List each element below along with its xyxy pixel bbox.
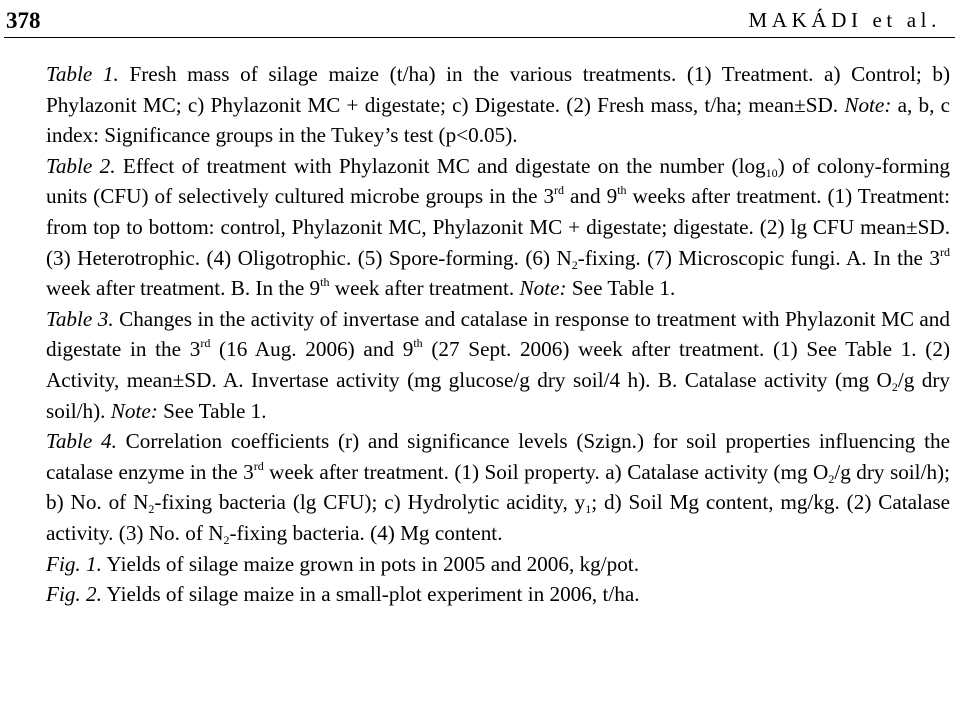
table2-note-label: Note: [519,276,567,301]
table2-text-6: week after treatment. B. In the 9 [46,276,321,301]
page-header [4,8,955,34]
table1-note-label: Note: [844,92,892,117]
table4-text-1: Correlation coefficients (r) and significance levels (Szign.) for soil properties influencing the catalase enzyme in the 3 [46,429,950,484]
table3-note-label: Note: [110,398,158,423]
fig2-label: Fig. 2. [46,582,102,607]
table1-text: Fresh mass of silage maize (t/ha) in the various treatments. (1) Treatment. a) Control; b) Phylazonit MC; c) Phylazonit MC + digestate; c) Digestate. (2) Fresh mass, t/ha; mean±SD. [46,62,951,117]
fig1-label: Fig. 1. [46,551,102,576]
table4-sub-2: 2 [148,502,155,517]
table3-note-text: See Table 1. [157,398,267,423]
table3-caption [6,304,950,426]
table4-caption [6,426,950,548]
table2-text-3: and 9 [564,184,618,209]
table4-sub-3: 1 [585,502,592,517]
table2-text-1: Effect of treatment with Phylazonit MC and digestate on the number (log [122,153,766,178]
table1-caption [6,59,950,151]
table3-text-1: Changes in the activity of invertase and catalase in response to treatment with Phylazonit MC and digestate in the 3 [46,306,950,362]
table4-text-6: -fixing bacteria. (4) Mg content. [229,520,503,545]
table4-label: Table 4. [46,429,117,454]
fig2-text: Yields of silage maize in a small-plot experiment in 2006, t/ha. [101,582,640,607]
table4-sub-1: 2 [828,471,835,486]
table4-sub-4: 2 [223,532,230,547]
table2-sub-1: 10 [765,165,778,180]
table2-text-2: ) of colony-forming units (CFU) of selectively cultured microbe groups in the 3 [46,153,951,209]
table3-sub-1: 2 [891,379,898,394]
table2-sup-3: rd [940,244,950,259]
fig1-text: Yields of silage maize grown in pots in 2005 and 2006, kg/pot. [101,551,639,576]
table2-sup-1: rd [554,183,565,198]
fig1-caption [6,549,950,580]
running-title: MAKÁDI et al. [748,8,941,32]
table3-text-4: /g dry soil/h). [46,367,950,423]
table3-sup-2: th [413,336,423,351]
page-number: 378 [6,8,41,33]
table2-sub-2: 2 [571,257,578,272]
table2-caption [6,151,950,304]
table2-sup-2: th [617,183,627,198]
table3-text-3: (27 Sept. 2006) week after treatment. (1) See Table 1. (2) Activity, mean±SD. A. Invertase activity (mg glucose/g dry soil/4 h). B. Catalase activity (mg O [46,337,950,392]
table1-note-text: a, b, c index: Significance groups in the Tukey’s test (p<0.05). [46,92,950,148]
table2-text-7: week after treatment. [329,276,515,301]
table4-sup-1: rd [253,458,264,473]
table4-text-2: week after treatment. (1) Soil property. a) Catalase activity (mg O [263,459,829,484]
caption-list [6,59,950,610]
table1-label: Table 1. [46,62,119,86]
table3-label: Table 3. [46,306,114,331]
table2-text-5: -fixing. (7) Microscopic fungi. A. In the 3 [577,245,940,270]
table4-text-5: ; d) Soil Mg content, mg/kg. (2) Catalase activity. (3) No. of N [46,490,951,545]
table4-text-3: /g dry soil/h); b) No. of N [46,459,950,515]
table2-sup-4: th [320,275,330,290]
table4-text-4: -fixing bacteria (lg CFU); c) Hydrolytic acidity, y [154,490,586,515]
table2-text-4: weeks after treatment. (1) Treatment: from top to bottom: control, Phylazonit MC, Phylazonit MC + digestate; digestate. (2) lg CFU mean±SD. (3) Heterotrophic. (4) Oligotrophic. (5) Spore-forming. (6) N [46,184,950,270]
table3-text-2: (16 Aug. 2006) and 9 [210,337,414,362]
table2-label: Table 2. [46,153,116,178]
table2-note-text: See Table 1. [566,276,676,301]
header-rule [4,37,955,38]
table3-sup-1: rd [200,336,211,351]
fig2-caption [6,579,950,610]
